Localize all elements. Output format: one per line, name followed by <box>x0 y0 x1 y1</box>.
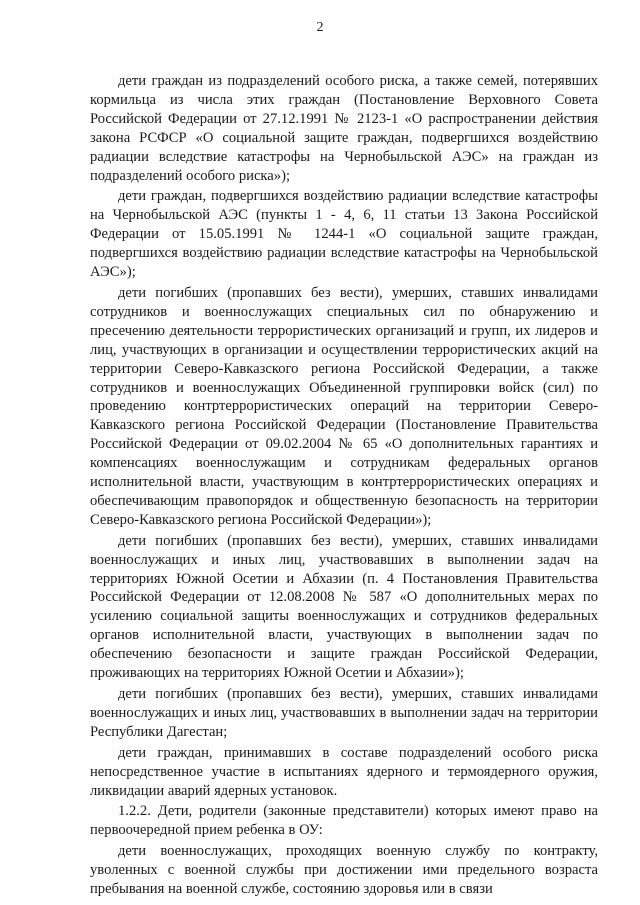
paragraph: дети граждан, принимавших в составе подразделений особого риска непосредственное участие в испытаниях ядерного и термоядерного оружия, ликвидации аварий ядерных установок. <box>90 744 598 799</box>
page-number: 2 <box>316 20 324 35</box>
paragraph: дети военнослужащих, проходящих военную службу по контракту, уволенных с военной службы при достижении ими предельного возраста пребывания на военной службе, состоянию здоровья или в связи <box>90 843 598 898</box>
paragraph: дети погибших (пропавших без вести), умерших, ставших инвалидами военнослужащих и иных лиц, участвовавших в выполнении задач на территориях Южной Осетии и Абхазии (п. 4 Постановления Правительства Российской Федерации от 12.08.2008 № 587 «О дополнительных мерах по усилению социальной защиты военнослужащих и сотрудников федеральных органов исполнительной власти, участвующих в выполнении задач по обеспечению безопасности и защите граждан Российской Федерации, проживающих на территориях Южной Осетии и Абхазии»); <box>90 532 598 682</box>
paragraph: дети погибших (пропавших без вести), умерших, ставших инвалидами военнослужащих и иных лиц, участвовавших в выполнении задач на территории Республики Дагестан; <box>90 686 598 740</box>
document-body <box>90 72 598 899</box>
paragraph: дети граждан из подразделений особого риска, а также семей, потерявших кормильца из числа этих граждан (Постановление Верховного Совета Российской Федерации от 27.12.1991 № 2123-1 «О распространении действия закона РСФСР «О социальной защите граждан, подвергшихся воздействию радиации вследствие катастрофы на Чернобыльской АЭС» на граждан из подразделений особого риска»); <box>90 73 598 184</box>
paragraph: дети погибших (пропавших без вести), умерших, ставших инвалидами сотрудников и военнослужащих специальных сил по обнаружению и пресечению деятельности террористических организаций и групп, их лидеров и лиц, участвующих в организации и осуществлении террористических акций на территории Северо-Кавказского региона Российской Федерации, а также сотрудников и военнослужащих Объединенной группировки войск (сил) по проведению контртеррористических операций на территории Северо-Кавказского региона Российской Федерации (Постановление Правительства Российской Федерации от 09.02.2004 № 65 «О дополнительных гарантиях и компенсациях военнослужащим и сотрудникам федеральных органов исполнительной власти, участвующим в контртеррористических операциях и обеспечивающим правопорядок и общественную безопасность на территории Северо-Кавказского региона Российской Федерации»); <box>90 284 598 528</box>
paragraph: дети граждан, подвергшихся воздействию радиации вследствие катастрофы на Чернобыльской АЭС (пункты 1 - 4, 6, 11 статьи 13 Закона Российской Федерации от 15.05.1991 № 1244-1 «О социальной защите граждан, подвергшихся воздействию радиации вследствие катастрофы на Чернобыльской АЭС»); <box>90 188 598 281</box>
section-heading-paragraph: 1.2.2. Дети, родители (законные представители) которых имеют право на первоочередной прием ребенка в ОУ: <box>90 803 598 839</box>
